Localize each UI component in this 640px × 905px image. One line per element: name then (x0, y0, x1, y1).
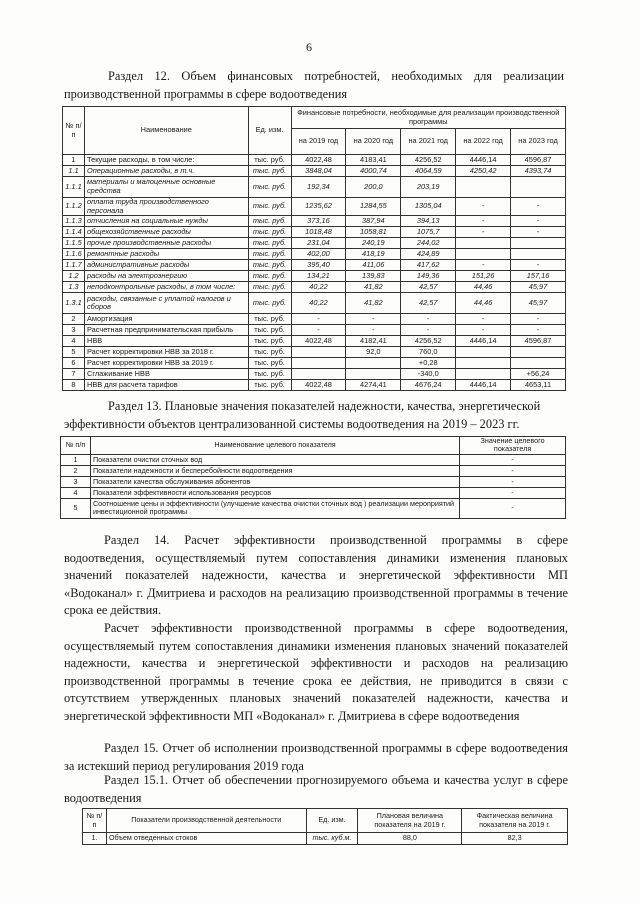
section13-title: Раздел 13. Плановые значения показателей надежности, качества, энергетической эффективности объектов централизованной системы водоотведения на 2019 – 2023 гг. (64, 399, 541, 431)
row-unit: тыс. руб. (248, 166, 291, 177)
row-value: +56,24 (511, 369, 566, 380)
row-value: 417,62 (401, 260, 456, 271)
row-number: 1.1.2 (63, 198, 85, 216)
row-value: 240,19 (346, 238, 401, 249)
table-row (63, 249, 566, 260)
row-value (456, 347, 511, 358)
row-value: 149,36 (401, 271, 456, 282)
row-number: 1.1.1 (63, 177, 85, 198)
row-unit: тыс. руб. (248, 347, 291, 358)
row-unit: тыс. руб. (248, 336, 291, 347)
row-value: 200,0 (346, 177, 401, 198)
table-row (61, 465, 566, 476)
row-value: - (456, 227, 511, 238)
row-name: оплата труда производственного персонала (84, 198, 248, 216)
table-row (61, 498, 566, 518)
col-header-year: на 2021 год (401, 129, 456, 155)
row-value: 4446,14 (456, 155, 511, 166)
row-unit: тыс. руб. (248, 358, 291, 369)
row-value: 1018,48 (291, 227, 346, 238)
row-value (456, 177, 511, 198)
col-header-year: на 2019 год (291, 129, 346, 155)
page-number: 6 (306, 40, 312, 54)
row-name: отчисления на социальные нужды (84, 216, 248, 227)
table-row (63, 227, 566, 238)
row-name: прочие производственные расходы (84, 238, 248, 249)
section15-1-title: Раздел 15.1. Отчет об обеспечении прогнозируемого объема и качества услуг в сфере водоотведения (64, 773, 568, 805)
col-header-unit: Ед. изм. (248, 107, 291, 155)
col-header-year: на 2022 год (456, 129, 511, 155)
table-row (63, 271, 566, 282)
row-value: - (456, 325, 511, 336)
row-value: - (460, 487, 566, 498)
row-value (291, 369, 346, 380)
col-header-year: на 2020 год (346, 129, 401, 155)
col-header-group: Финансовые потребности, необходимые для реализации производственной программы (291, 107, 565, 129)
row-number: 6 (63, 358, 85, 369)
row-value: - (456, 314, 511, 325)
row-value: 1284,55 (346, 198, 401, 216)
table-row (61, 476, 566, 487)
row-value: 424,89 (401, 249, 456, 260)
row-value: 45,97 (511, 293, 566, 314)
row-value: 41,82 (346, 293, 401, 314)
row-value: 418,19 (346, 249, 401, 260)
row-name: общехозяйственные расходы (84, 227, 248, 238)
row-value: 4446,14 (456, 380, 511, 391)
row-value: - (401, 325, 456, 336)
row-number: 1.1 (63, 166, 85, 177)
row-number: 1. (83, 833, 107, 845)
row-value: 4022,48 (291, 380, 346, 391)
row-unit: тыс. руб. (248, 282, 291, 293)
row-value: 394,13 (401, 216, 456, 227)
row-value (456, 369, 511, 380)
row-name: Сглаживание НВВ (84, 369, 248, 380)
row-number: 1.1.6 (63, 249, 85, 260)
row-name: Показатели очистки сточных вод (90, 454, 459, 465)
row-value: 4596,87 (511, 155, 566, 166)
row-number: 1.2 (63, 271, 85, 282)
section14-paragraph-2: Расчет эффективности производственной программы в сфере водоотведения, осуществляемый путем сопоставления динамики изменения плановых значений показателей надежности, качества и энергетической эффективности и расходов на реализацию производственной программы в течение срока ее действия, не приводится в связи с отсутствием утвержденных плановых значений показателей надежности, качества и энергетической эффективности МП «Водоканал» г. Дмитриева в сфере водоотведения (64, 621, 568, 723)
row-fact: 82,3 (462, 833, 568, 845)
row-value: 4182,41 (346, 336, 401, 347)
table-row (63, 238, 566, 249)
row-value: 231,04 (291, 238, 346, 249)
row-name: Показатели эффективности использования ресурсов (90, 487, 459, 498)
row-number: 1.3.1 (63, 293, 85, 314)
row-value: - (346, 325, 401, 336)
row-value: - (511, 325, 566, 336)
table-row (63, 293, 566, 314)
row-value: - (511, 216, 566, 227)
row-name: Текущие расходы, в том числе: (84, 155, 248, 166)
row-value: - (511, 198, 566, 216)
table-row (63, 325, 566, 336)
row-number: 2 (63, 314, 85, 325)
row-plan: 88,0 (358, 833, 462, 845)
volume-report-table (82, 808, 568, 845)
row-name: Амортизация (84, 314, 248, 325)
row-value: 4022,48 (291, 155, 346, 166)
table-row (63, 314, 566, 325)
row-number: 4 (63, 336, 85, 347)
row-value: 4653,11 (511, 380, 566, 391)
row-value: 41,82 (346, 282, 401, 293)
col-header-num: № п/п (63, 107, 85, 155)
table-row (63, 260, 566, 271)
row-value: - (456, 260, 511, 271)
row-value: 4183,41 (346, 155, 401, 166)
row-value: 44,46 (456, 293, 511, 314)
row-name: неподконтрольные расходы, в том числе: (84, 282, 248, 293)
table-row (63, 177, 566, 198)
row-name: Соотношение цены и эффективности (улучшение качества очистки сточных вод ) реализации мероприятий инвестиционной программы (90, 498, 459, 518)
row-value: 157,16 (511, 271, 566, 282)
row-value: 411,06 (346, 260, 401, 271)
row-value (456, 238, 511, 249)
row-value (456, 249, 511, 260)
row-value: - (456, 198, 511, 216)
row-name: расходы на электроэнергию (84, 271, 248, 282)
row-number: 5 (63, 347, 85, 358)
row-value (346, 358, 401, 369)
row-value: - (511, 227, 566, 238)
row-value: 760,0 (401, 347, 456, 358)
row-name: Объем отведенных стоков (106, 833, 306, 845)
row-unit: тыс. руб. (248, 369, 291, 380)
section14-paragraph-1: Раздел 14. Расчет эффективности производственной программы в сфере водоотведения, осуществляемый путем сопоставления динамики изменения плановых значений показателей надежности, качества и энергетической эффективности МП «Водоканал» г. Дмитриева и расходов на реализацию производственной программы в течение срока ее действия. (64, 533, 568, 617)
table-row (61, 454, 566, 465)
row-value: 395,40 (291, 260, 346, 271)
row-unit: тыс. руб. (248, 177, 291, 198)
row-value (511, 249, 566, 260)
table-row (63, 347, 566, 358)
table-row (61, 487, 566, 498)
row-number: 5 (61, 498, 91, 518)
row-value: +0,28 (401, 358, 456, 369)
row-value: - (346, 314, 401, 325)
table-row (83, 833, 568, 845)
row-value: - (460, 498, 566, 518)
table-row (63, 282, 566, 293)
row-name: Расчет корректировки НВВ за 2018 г. (84, 347, 248, 358)
row-value: 4250,42 (456, 166, 511, 177)
row-value (511, 358, 566, 369)
row-value: 134,21 (291, 271, 346, 282)
target-indicators-table (60, 436, 566, 519)
row-value: 45,97 (511, 282, 566, 293)
row-number: 7 (63, 369, 85, 380)
row-name: административные расходы (84, 260, 248, 271)
section12-title: Раздел 12. Объем финансовых потребностей, необходимых для реализации производственной программы в сфере водоотведения (64, 69, 564, 101)
row-value: 373,16 (291, 216, 346, 227)
row-value (291, 358, 346, 369)
row-value: - (511, 314, 566, 325)
row-value: 42,57 (401, 293, 456, 314)
row-name: расходы, связанные с уплатой налогов и сборов (84, 293, 248, 314)
row-value: - (460, 465, 566, 476)
col-header-name: Наименование целевого показателя (90, 437, 459, 455)
col-header-plan: Плановая величина показателя на 2019 г. (358, 809, 462, 833)
row-number: 3 (63, 325, 85, 336)
row-unit: тыс. куб.м. (306, 833, 358, 845)
table-row (63, 166, 566, 177)
row-value: 4256,52 (401, 336, 456, 347)
row-value: 42,57 (401, 282, 456, 293)
row-value (511, 177, 566, 198)
row-number: 1 (61, 454, 91, 465)
table-row (63, 358, 566, 369)
row-name: материалы и малоценные основные средства (84, 177, 248, 198)
row-value (511, 238, 566, 249)
row-unit: тыс. руб. (248, 260, 291, 271)
row-number: 1.1.4 (63, 227, 85, 238)
table-row (63, 216, 566, 227)
row-value: 139,83 (346, 271, 401, 282)
col-header-fact: Фактическая величина показателя на 2019 г. (462, 809, 568, 833)
row-value: 1075,7 (401, 227, 456, 238)
row-name: Расчетная предпринимательская прибыль (84, 325, 248, 336)
row-value: 1058,81 (346, 227, 401, 238)
row-unit: тыс. руб. (248, 249, 291, 260)
col-header-year: на 2023 год (511, 129, 566, 155)
row-value: 4274,41 (346, 380, 401, 391)
row-name: Операционные расходы, в т.ч. (84, 166, 248, 177)
row-name: ремонтные расходы (84, 249, 248, 260)
row-value: 1305,04 (401, 198, 456, 216)
row-value: 4000,74 (346, 166, 401, 177)
row-value (346, 369, 401, 380)
row-value: -340,0 (401, 369, 456, 380)
row-unit: тыс. руб. (248, 293, 291, 314)
row-value: - (511, 260, 566, 271)
table-row (63, 198, 566, 216)
financial-needs-table (62, 106, 566, 391)
row-unit: тыс. руб. (248, 325, 291, 336)
row-value: 244,02 (401, 238, 456, 249)
col-header-value: Значение целевого показателя (460, 437, 566, 455)
row-unit: тыс. руб. (248, 155, 291, 166)
row-value: - (401, 314, 456, 325)
section15-title: Раздел 15. Отчет об исполнении производственной программы в сфере водоотведения за истекший период регулирования 2019 года (64, 741, 568, 773)
row-value (511, 347, 566, 358)
row-name: Показатели надежности и бесперебойности водоотведения (90, 465, 459, 476)
row-value: - (456, 216, 511, 227)
row-number: 4 (61, 487, 91, 498)
row-name: НВВ (84, 336, 248, 347)
col-header-num: № п/п (61, 437, 91, 455)
row-value: 4064,59 (401, 166, 456, 177)
row-number: 1.1.3 (63, 216, 85, 227)
row-number: 8 (63, 380, 85, 391)
row-number: 3 (61, 476, 91, 487)
row-name: НВВ для расчета тарифов (84, 380, 248, 391)
row-value: 44,46 (456, 282, 511, 293)
table-row (63, 155, 566, 166)
row-value: 203,19 (401, 177, 456, 198)
row-value: 1235,62 (291, 198, 346, 216)
row-value: 151,26 (456, 271, 511, 282)
row-name: Расчет корректировки НВВ за 2019 г. (84, 358, 248, 369)
row-value: 4446,14 (456, 336, 511, 347)
row-number: 1 (63, 155, 85, 166)
row-value: 4022,48 (291, 336, 346, 347)
row-value: 40,22 (291, 293, 346, 314)
row-value (291, 347, 346, 358)
row-value: 40,22 (291, 282, 346, 293)
table-row (63, 380, 566, 391)
row-unit: тыс. руб. (248, 227, 291, 238)
row-value: 4256,52 (401, 155, 456, 166)
row-value: - (460, 454, 566, 465)
row-name: Показатели качества обслуживания абонентов (90, 476, 459, 487)
row-number: 1.1.7 (63, 260, 85, 271)
row-unit: тыс. руб. (248, 198, 291, 216)
row-unit: тыс. руб. (248, 271, 291, 282)
row-value: - (460, 476, 566, 487)
row-number: 2 (61, 465, 91, 476)
row-value: 4393,74 (511, 166, 566, 177)
row-unit: тыс. руб. (248, 216, 291, 227)
col-header-name: Показатели производственной деятельности (106, 809, 306, 833)
row-value: 92,0 (346, 347, 401, 358)
col-header-num: № п/п (83, 809, 107, 833)
row-value: 3848,04 (291, 166, 346, 177)
row-value: 192,34 (291, 177, 346, 198)
row-unit: тыс. руб. (248, 380, 291, 391)
row-value: - (291, 314, 346, 325)
row-value: 402,00 (291, 249, 346, 260)
row-value: 4676,24 (401, 380, 456, 391)
row-number: 1.1.5 (63, 238, 85, 249)
col-header-unit: Ед. изм. (306, 809, 358, 833)
row-value: - (291, 325, 346, 336)
table-row (63, 369, 566, 380)
row-unit: тыс. руб. (248, 314, 291, 325)
col-header-name: Наименование (84, 107, 248, 155)
row-number: 1.3 (63, 282, 85, 293)
row-value: 387,94 (346, 216, 401, 227)
row-unit: тыс. руб. (248, 238, 291, 249)
table-row (63, 336, 566, 347)
row-value (456, 358, 511, 369)
row-value: 4596,87 (511, 336, 566, 347)
